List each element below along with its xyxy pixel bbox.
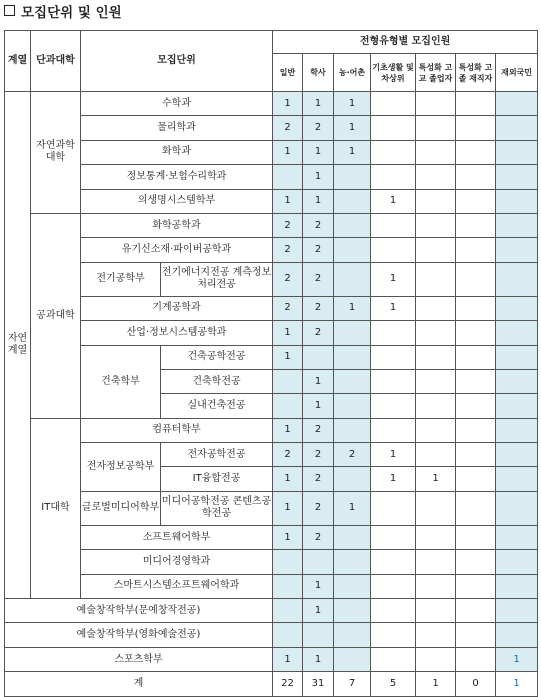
count-cell	[334, 574, 371, 598]
total-cell: 0	[456, 672, 496, 696]
header-type-0: 일반	[273, 54, 303, 92]
count-cell: 1	[334, 296, 371, 320]
count-cell	[334, 238, 371, 262]
table-row	[5, 491, 538, 525]
unit-name: 스마트시스템소프트웨어학과	[81, 574, 273, 598]
table-row	[5, 599, 538, 623]
count-cell: 2	[303, 321, 334, 345]
count-cell: 1	[334, 140, 371, 164]
count-cell: 1	[303, 647, 334, 671]
total-cell: 31	[303, 672, 334, 696]
count-cell	[416, 623, 456, 647]
count-cell	[456, 345, 496, 369]
count-cell: 1	[303, 92, 334, 116]
count-cell	[273, 550, 303, 574]
count-cell	[334, 623, 371, 647]
count-cell: 1	[273, 345, 303, 369]
count-cell	[456, 92, 496, 116]
unit-name: 유기신소재·파이버공학과	[81, 238, 273, 262]
count-cell	[334, 467, 371, 491]
count-cell	[456, 262, 496, 296]
unit-name: 물리학과	[81, 116, 273, 140]
count-cell	[416, 92, 456, 116]
count-cell	[371, 525, 416, 549]
count-cell	[371, 647, 416, 671]
subgroup-electric: 전기공학부	[81, 262, 161, 296]
count-cell	[371, 321, 416, 345]
total-cell: 1	[496, 672, 538, 696]
count-cell	[334, 189, 371, 213]
count-cell	[371, 213, 416, 237]
count-cell	[416, 369, 456, 393]
college-it: IT대학	[31, 418, 81, 598]
total-cell: 7	[334, 672, 371, 696]
count-cell	[371, 345, 416, 369]
count-cell	[371, 394, 416, 418]
count-cell: 1	[303, 140, 334, 164]
subgroup-global: 글로벌미디어학부	[81, 491, 161, 525]
count-cell: 1	[273, 92, 303, 116]
count-cell	[456, 418, 496, 442]
table-row	[5, 165, 538, 189]
count-cell: 1	[303, 599, 334, 623]
count-cell	[416, 418, 456, 442]
unit-name: 화학과	[81, 140, 273, 164]
count-cell: 1	[416, 467, 456, 491]
count-cell	[496, 369, 538, 393]
count-cell	[496, 189, 538, 213]
count-cell: 1	[371, 262, 416, 296]
count-cell	[334, 394, 371, 418]
unit-name: 기계공학과	[81, 296, 273, 320]
header-type-3: 기초생활 및 차상위	[371, 54, 416, 92]
table-row	[5, 140, 538, 164]
count-cell	[496, 467, 538, 491]
count-cell	[496, 574, 538, 598]
count-cell	[416, 116, 456, 140]
count-cell	[456, 467, 496, 491]
count-cell	[371, 238, 416, 262]
unit-name: 산업·정보시스템공학과	[81, 321, 273, 345]
table-row	[5, 418, 538, 442]
count-cell	[496, 92, 538, 116]
count-cell: 1	[303, 394, 334, 418]
header-gyeyeol: 계열	[5, 31, 31, 92]
table-row	[5, 525, 538, 549]
count-cell	[496, 165, 538, 189]
count-cell: 2	[334, 443, 371, 467]
total-cell: 5	[371, 672, 416, 696]
unit-name: 수학과	[81, 92, 273, 116]
count-cell	[273, 394, 303, 418]
count-cell: 1	[371, 189, 416, 213]
unit-name: IT융합전공	[161, 467, 273, 491]
count-cell	[496, 418, 538, 442]
count-cell	[371, 92, 416, 116]
header-college: 단과대학	[31, 31, 81, 92]
count-cell	[416, 262, 456, 296]
count-cell	[496, 525, 538, 549]
count-cell	[496, 262, 538, 296]
count-cell	[334, 165, 371, 189]
count-cell: 2	[303, 525, 334, 549]
count-cell	[416, 443, 456, 467]
count-cell	[456, 369, 496, 393]
count-cell	[456, 550, 496, 574]
count-cell: 1	[371, 296, 416, 320]
count-cell: 2	[273, 262, 303, 296]
count-cell: 2	[303, 418, 334, 442]
count-cell	[273, 599, 303, 623]
count-cell: 1	[303, 189, 334, 213]
table-row	[5, 345, 538, 369]
count-cell	[416, 140, 456, 164]
total-label: 계	[5, 672, 273, 696]
header-type-4: 특성화 고교 졸업자	[416, 54, 456, 92]
header-type-5: 특성화 고졸 재직자	[456, 54, 496, 92]
count-cell	[371, 574, 416, 598]
count-cell: 2	[303, 116, 334, 140]
count-cell: 2	[303, 491, 334, 525]
count-cell: 2	[303, 467, 334, 491]
count-cell	[456, 116, 496, 140]
count-cell	[303, 550, 334, 574]
count-cell	[496, 321, 538, 345]
table-row	[5, 213, 538, 237]
count-cell: 2	[303, 262, 334, 296]
count-cell	[416, 165, 456, 189]
unit-name: 건축학전공	[161, 369, 273, 393]
count-cell: 1	[273, 647, 303, 671]
page-title: 모집단위 및 인원	[4, 2, 122, 24]
count-cell	[371, 369, 416, 393]
count-cell: 1	[303, 574, 334, 598]
count-cell	[416, 394, 456, 418]
unit-name: 실내건축전공	[161, 394, 273, 418]
count-cell	[371, 140, 416, 164]
count-cell	[334, 647, 371, 671]
header-type-6: 재외국민	[496, 54, 538, 92]
count-cell	[456, 491, 496, 525]
unit-name: 화학공학과	[81, 213, 273, 237]
count-cell	[416, 599, 456, 623]
table-row	[5, 623, 538, 647]
count-cell	[456, 296, 496, 320]
count-cell: 1	[371, 443, 416, 467]
header-type-1: 학사	[303, 54, 334, 92]
count-cell	[416, 491, 456, 525]
count-cell	[496, 345, 538, 369]
count-cell	[456, 647, 496, 671]
table-row	[5, 321, 538, 345]
count-cell	[416, 296, 456, 320]
unit-name: 전자공학전공	[161, 443, 273, 467]
count-cell	[496, 491, 538, 525]
count-cell: 1	[273, 321, 303, 345]
count-cell: 1	[334, 92, 371, 116]
count-cell	[456, 238, 496, 262]
count-cell: 2	[303, 213, 334, 237]
count-cell	[371, 165, 416, 189]
unit-name: 예술창작학부(문예창작전공)	[5, 599, 273, 623]
count-cell	[334, 262, 371, 296]
unit-name: 미디어공학전공 콘텐츠공학전공	[161, 491, 273, 525]
count-cell	[273, 574, 303, 598]
count-cell	[303, 345, 334, 369]
count-cell: 2	[273, 296, 303, 320]
count-cell	[456, 394, 496, 418]
count-cell: 1	[496, 647, 538, 671]
count-cell: 2	[273, 116, 303, 140]
count-cell	[496, 238, 538, 262]
table-row	[5, 296, 538, 320]
count-cell	[456, 213, 496, 237]
count-cell: 2	[303, 238, 334, 262]
table-row	[5, 647, 538, 671]
count-cell	[371, 491, 416, 525]
count-cell	[334, 213, 371, 237]
count-cell	[273, 165, 303, 189]
table-row	[5, 550, 538, 574]
table-row	[5, 189, 538, 213]
count-cell	[416, 574, 456, 598]
count-cell: 1	[273, 491, 303, 525]
table-row	[5, 238, 538, 262]
unit-name: 소프트웨어학부	[81, 525, 273, 549]
count-cell	[371, 623, 416, 647]
count-cell: 1	[273, 189, 303, 213]
unit-name: 전기에너지전공 계측정보처리전공	[161, 262, 273, 296]
count-cell: 1	[273, 140, 303, 164]
table-row	[5, 116, 538, 140]
count-cell	[416, 525, 456, 549]
count-cell	[496, 394, 538, 418]
count-cell: 2	[273, 213, 303, 237]
table-row	[5, 574, 538, 598]
college-science: 자연과학 대학	[31, 92, 81, 214]
unit-name: 건축공학전공	[161, 345, 273, 369]
count-cell	[496, 296, 538, 320]
gyeyeol-label: 자연 계열	[5, 92, 31, 599]
count-cell	[456, 443, 496, 467]
count-cell	[416, 213, 456, 237]
header-unit: 모집단위	[81, 31, 273, 92]
count-cell	[371, 116, 416, 140]
count-cell	[496, 623, 538, 647]
count-cell: 2	[273, 238, 303, 262]
table-row	[5, 443, 538, 467]
table-row	[5, 92, 538, 116]
count-cell	[334, 345, 371, 369]
count-cell	[334, 321, 371, 345]
count-cell	[456, 623, 496, 647]
count-cell: 1	[273, 525, 303, 549]
subgroup-electronic: 전자정보공학부	[81, 443, 161, 492]
count-cell: 1	[334, 116, 371, 140]
table-row	[5, 262, 538, 296]
count-cell	[416, 647, 456, 671]
unit-name: 정보통계·보험수리학과	[81, 165, 273, 189]
count-cell	[456, 165, 496, 189]
count-cell: 1	[303, 165, 334, 189]
unit-name: 스포츠학부	[5, 647, 273, 671]
total-row	[5, 672, 538, 696]
count-cell: 2	[303, 443, 334, 467]
count-cell	[496, 599, 538, 623]
count-cell	[371, 418, 416, 442]
count-cell: 1	[303, 369, 334, 393]
square-bullet-icon	[4, 5, 15, 16]
count-cell	[456, 525, 496, 549]
count-cell	[334, 525, 371, 549]
count-cell: 1	[273, 418, 303, 442]
unit-name: 미디어경영학과	[81, 550, 273, 574]
count-cell: 1	[273, 467, 303, 491]
header-group: 전형유형별 모집인원	[273, 31, 538, 54]
count-cell	[273, 623, 303, 647]
count-cell	[456, 574, 496, 598]
count-cell	[456, 599, 496, 623]
count-cell	[416, 345, 456, 369]
count-cell	[496, 443, 538, 467]
count-cell	[416, 189, 456, 213]
count-cell	[456, 140, 496, 164]
count-cell	[371, 599, 416, 623]
count-cell: 2	[303, 296, 334, 320]
count-cell	[456, 321, 496, 345]
college-engineering: 공과대학	[31, 213, 81, 418]
count-cell	[496, 140, 538, 164]
count-cell	[273, 369, 303, 393]
count-cell	[303, 623, 334, 647]
unit-name: 예술창작학부(영화예술전공)	[5, 623, 273, 647]
total-cell: 1	[416, 672, 456, 696]
count-cell	[496, 550, 538, 574]
count-cell	[416, 238, 456, 262]
count-cell	[416, 550, 456, 574]
count-cell	[371, 550, 416, 574]
unit-name: 의생명시스템학부	[81, 189, 273, 213]
unit-name: 컴퓨터학부	[81, 418, 273, 442]
header-type-2: 농·어촌	[334, 54, 371, 92]
count-cell	[334, 550, 371, 574]
count-cell	[416, 321, 456, 345]
count-cell: 2	[273, 443, 303, 467]
admission-table	[4, 30, 538, 697]
subgroup-architecture: 건축학부	[81, 345, 161, 418]
count-cell: 1	[334, 491, 371, 525]
count-cell	[496, 116, 538, 140]
count-cell: 1	[371, 467, 416, 491]
count-cell	[496, 213, 538, 237]
total-cell: 22	[273, 672, 303, 696]
count-cell	[456, 189, 496, 213]
count-cell	[334, 599, 371, 623]
count-cell	[334, 418, 371, 442]
count-cell	[334, 369, 371, 393]
